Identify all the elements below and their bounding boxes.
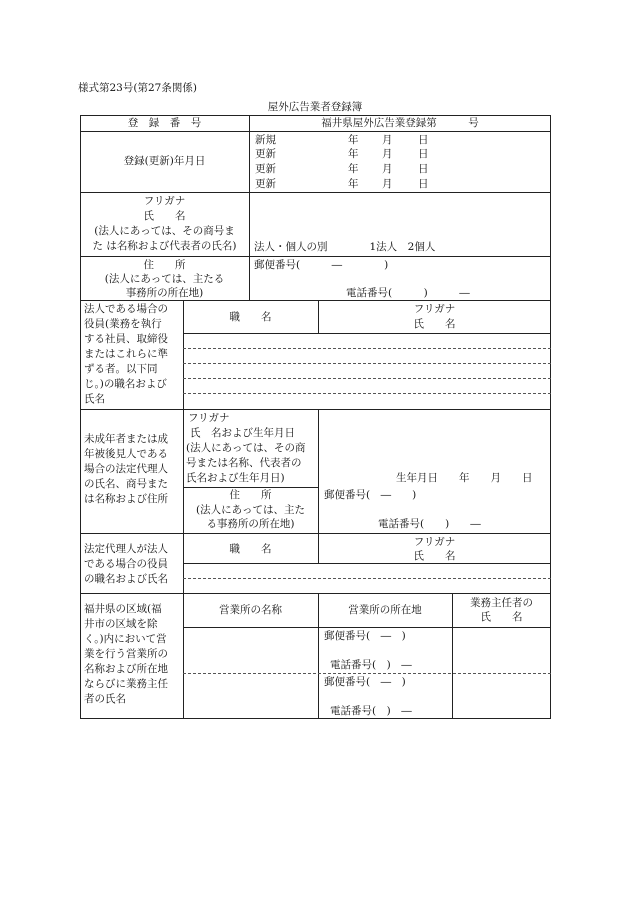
form-number-label: 様式第23号(第27条関係) bbox=[78, 82, 197, 94]
row-divider bbox=[183, 563, 551, 564]
date-year[interactable]: 年 bbox=[348, 178, 359, 190]
entity-type-field[interactable]: 法人・個人の別 1法人 2個人 bbox=[254, 241, 436, 253]
legal-rep-furigana-header: フリガナ bbox=[413, 536, 456, 548]
row-divider bbox=[183, 333, 551, 334]
offices-label: ならびに業務主任 bbox=[84, 678, 168, 690]
office-name-header: 営業所の名称 bbox=[219, 604, 282, 616]
minor-label: 未成年者または成 bbox=[84, 433, 168, 445]
legal-rep-title-header: 職 名 bbox=[229, 543, 272, 555]
legal-rep-label: である場合の役員 bbox=[84, 558, 168, 570]
date-month[interactable]: 月 bbox=[382, 134, 393, 146]
name-label: 氏 名 bbox=[143, 210, 186, 222]
officers-label: 氏名 bbox=[84, 393, 105, 405]
legal-rep-name-header: 氏 名 bbox=[413, 550, 456, 562]
minor-postal-field[interactable]: 郵便番号( ― ) bbox=[324, 489, 417, 501]
date-year[interactable]: 年 bbox=[348, 148, 359, 160]
col-divider bbox=[318, 409, 319, 533]
minor-note: 氏名および生年月日) bbox=[186, 472, 285, 484]
offices-label: 井市の区域を除 bbox=[84, 618, 158, 630]
minor-name-birth-label: 氏 名および生年月日 bbox=[190, 427, 295, 439]
legal-rep-label: 法定代理人が法人 bbox=[84, 543, 168, 555]
name-input-area[interactable] bbox=[250, 193, 550, 239]
row-divider bbox=[183, 487, 318, 488]
officers-furigana-header: フリガナ bbox=[413, 303, 456, 315]
row-divider bbox=[183, 627, 551, 628]
date-kind-new: 新規 bbox=[255, 134, 276, 146]
office-postal-field[interactable]: 郵便番号( ― ) bbox=[324, 630, 406, 642]
date-kind-renew: 更新 bbox=[255, 163, 276, 175]
minor-address-note: る事務所の所在地) bbox=[206, 518, 295, 530]
minor-note: (法人にあっては、その商 bbox=[186, 442, 306, 454]
minor-label: 場合の法定代理人 bbox=[84, 463, 168, 475]
date-day[interactable]: 日 bbox=[418, 163, 429, 175]
address-note: 事務所の所在地) bbox=[125, 287, 204, 299]
row-divider bbox=[80, 131, 551, 132]
officers-title-header: 職 名 bbox=[229, 311, 272, 323]
date-day[interactable]: 日 bbox=[418, 134, 429, 146]
row-divider bbox=[80, 409, 551, 410]
officers-label: ずる者。以下同 bbox=[84, 363, 158, 375]
office-address-header: 営業所の所在地 bbox=[348, 604, 422, 616]
minor-note: 号または名称、代表者の bbox=[186, 457, 302, 469]
address-label: 住 所 bbox=[143, 259, 186, 271]
dashed-row-divider bbox=[183, 578, 551, 579]
offices-label: く。)内において営 bbox=[84, 633, 167, 645]
dashed-row-divider bbox=[183, 348, 551, 349]
dashed-row-divider bbox=[183, 393, 551, 394]
row-divider bbox=[80, 593, 551, 594]
legal-rep-label: の職名および氏名 bbox=[84, 573, 168, 585]
address-note: (法人にあっては、主たる bbox=[104, 273, 225, 285]
minor-address-note: (法人にあっては、主た bbox=[196, 504, 305, 516]
dashed-row-divider bbox=[183, 378, 551, 379]
date-day[interactable]: 日 bbox=[418, 148, 429, 160]
row-divider bbox=[80, 256, 551, 257]
date-kind-renew: 更新 bbox=[255, 178, 276, 190]
offices-label: 者の氏名 bbox=[84, 693, 126, 705]
minor-label: は名称および住所 bbox=[84, 493, 168, 505]
date-month[interactable]: 月 bbox=[382, 163, 393, 175]
officers-label: じ。)の職名および bbox=[84, 378, 167, 390]
name-furigana-label: フリガナ bbox=[143, 195, 186, 207]
officers-label: する社員、取締役 bbox=[84, 333, 168, 345]
name-note: た は名称および代表者の氏名) bbox=[92, 240, 237, 252]
date-year[interactable]: 年 bbox=[348, 134, 359, 146]
minor-phone-field[interactable]: 電話番号( ) ― bbox=[378, 518, 481, 530]
manager-header: 氏 名 bbox=[480, 611, 523, 623]
manager-header: 業務主任者の bbox=[470, 597, 533, 609]
offices-label: 名称および所在地 bbox=[84, 663, 168, 675]
minor-label: 年被後見人である bbox=[84, 448, 168, 460]
office-postal-field[interactable]: 郵便番号( ― ) bbox=[324, 676, 406, 688]
officers-label: またはこれらに準 bbox=[84, 348, 168, 360]
offices-label: 福井県の区域(福 bbox=[84, 603, 162, 615]
minor-address-label: 住 所 bbox=[229, 489, 272, 501]
minor-birthdate-field[interactable]: 生年月日 年 月 日 bbox=[396, 472, 533, 484]
date-day[interactable]: 日 bbox=[418, 178, 429, 190]
phone-field[interactable]: 電話番号( ) ― bbox=[346, 287, 470, 299]
officers-label: 法人である場合の bbox=[84, 303, 168, 315]
postal-code-field[interactable]: 郵便番号( ― ) bbox=[254, 259, 389, 271]
offices-label: 業を行う営業所の bbox=[84, 648, 168, 660]
officers-label: 役員(業務を執行 bbox=[84, 318, 162, 330]
dashed-row-divider bbox=[183, 363, 551, 364]
minor-label: の氏名、商号また bbox=[84, 478, 168, 490]
date-month[interactable]: 月 bbox=[382, 148, 393, 160]
minor-furigana-label: フリガナ bbox=[188, 412, 230, 424]
office-phone-field[interactable]: 電話番号( ) ― bbox=[330, 659, 412, 671]
dashed-row-divider bbox=[183, 673, 551, 674]
row-divider bbox=[80, 300, 551, 301]
date-month[interactable]: 月 bbox=[382, 178, 393, 190]
row-divider bbox=[80, 533, 551, 534]
form-title: 屋外広告業者登録簿 bbox=[267, 101, 363, 113]
name-note: (法人にあっては、その商号ま bbox=[94, 225, 235, 237]
reg-number-label: 登 録 番 号 bbox=[127, 117, 202, 129]
date-kind-renew: 更新 bbox=[255, 148, 276, 160]
registration-date-label: 登録(更新)年月日 bbox=[123, 155, 206, 167]
officers-name-header: 氏 名 bbox=[413, 318, 456, 330]
reg-number-field[interactable]: 福井県屋外広告業登録第 号 bbox=[321, 117, 479, 129]
date-year[interactable]: 年 bbox=[348, 163, 359, 175]
office-phone-field[interactable]: 電話番号( ) ― bbox=[330, 705, 412, 717]
